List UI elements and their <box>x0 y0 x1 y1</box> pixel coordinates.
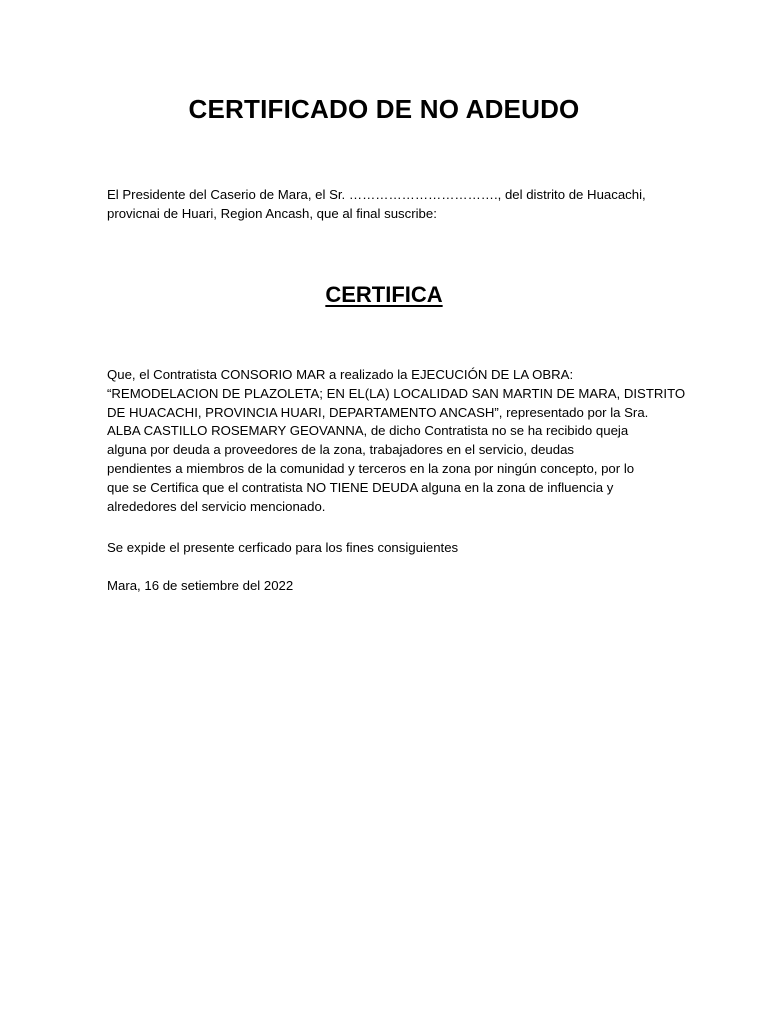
place-and-date: Mara, 16 de setiembre del 2022 <box>107 578 294 593</box>
certification-paragraph <box>107 366 686 516</box>
body-line: ALBA CASTILLO ROSEMARY GEOVANNA, de dicho Contratista no se ha recibido queja <box>107 423 629 439</box>
body-line: pendientes a miembros de la comunidad y terceros en la zona por ningún concepto, por lo <box>107 460 635 476</box>
intro-line: provicnai de Huari, Region Ancash, que al final suscribe: <box>107 206 437 221</box>
body-line: que se Certifica que el contratista NO TIENE DEUDA alguna en la zona de influencia y <box>107 479 614 495</box>
body-line: “REMODELACION DE PLAZOLETA; EN EL(LA) LOCALIDAD SAN MARTIN DE MARA, DISTRITO <box>107 385 686 401</box>
body-line: DE HUACACHI, PROVINCIA HUARI, DEPARTAMENTO ANCASH”, representado por la Sra. <box>107 404 649 420</box>
body-line: Que, el Contratista CONSORIO MAR a realizado la EJECUCIÓN DE LA OBRA: <box>107 367 574 382</box>
intro-line: El Presidente del Caserio de Mara, el Sr. ……………………………., del distrito de Huacachi, <box>107 187 646 202</box>
body-line: alrededores del servicio mencionado. <box>107 498 326 514</box>
document-title: CERTIFICADO DE NO ADEUDO <box>188 94 580 124</box>
body-line: alguna por deuda a proveedores de la zona, trabajadores en el servicio, deudas <box>107 442 575 458</box>
intro-paragraph <box>107 185 667 223</box>
closing-statement: Se expide el presente cerficado para los fines consiguientes <box>107 540 459 555</box>
certifica-heading: CERTIFICA <box>325 282 443 307</box>
